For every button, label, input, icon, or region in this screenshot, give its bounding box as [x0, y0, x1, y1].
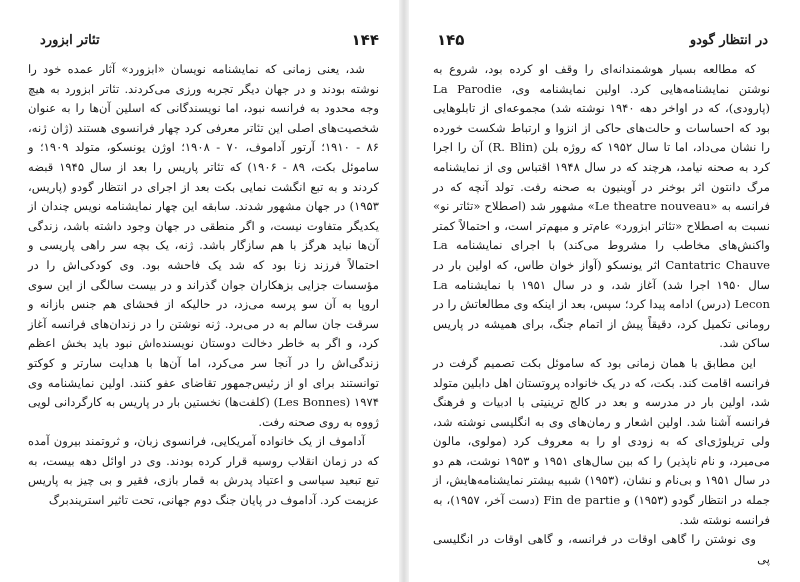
paragraph: شد، یعنی زمانی که نمایشنامه نویسان «ابزورد» آثار عمده خود را نوشته بودند و در جهان دیگر تجربه ورزی می‌کردند. تئاتر ابزورد به هیچ وجه محدود به فرانسه نبود، اما نویسندگانی که اسلین آن‌ها را به عنوان شخصیت‌های اصلی این تئاتر معرفی کرد چهار فرانسوی هستند (ژان ژنه، ۸۶ - ۱۹۱۰؛ آرتور آداموف، ۷۰ - ۱۹۰۸؛ اوژن یونسکو، متولد ۱۹۰۹؛ و ساموئل بکت، ۸۹ - ۱۹۰۶) که تئاتر پاریس را بعد از سال ۱۹۴۵ قبضه کردند و به تبع انگشت نمایی بکت بعد از اجرای در انتظار گودو (پاریس، ۱۹۵۳) در جهان مشهور شدند. سابقه این چهار نمایشنامه نویس چندان از یکدیگر متفاوت نیست، و اگر منطقی در جهان وجود داشته باشد، زندگی آن‌ها نباید هرگز با هم سازگار باشد. ژنه، یک بچه سر راهی پاریسی و احتمالاً فرزند زنا بود که شد یک فاحشه بود. وی کودکی‌اش را در مؤسسات جزایی بزهکاران جوان گذراند و در بیست سالگی از این سوی اروپا به آن سو پرسه می‌زد، در حالیکه از فحشای هم جنس بازانه و سرقت جان سالم به در می‌برد. ژنه نوشتن را در زندان‌های فرانسه آغاز کرد، و اگر به خاطر دخالت دوستان نویسنده‌اش نبود باید بخش اعظم زندگی‌اش را در آنجا سر می‌کرد، اما آن‌ها با هدایت سارتر و کوکتو توانستند برای او از رئیس‌جمهور تقاضای عفو کنند. اولین نمایشنامه وی ۱۹۷۴ (Les Bonnes) (کلفت‌ها) نخستین بار در پاریس به کارگردانی لویی ژووه به روی صحنه رفت.	[28, 62, 379, 429]
right-running-title: در انتظار گودو	[689, 32, 768, 48]
right-page-number: ۱۴۵	[437, 31, 465, 49]
left-page-body	[28, 60, 379, 574]
left-page-number: ۱۴۴	[351, 31, 379, 49]
left-page-header	[40, 28, 379, 52]
paragraph: وی نوشتن را گاهی اوقات در فرانسه، و گاهی اوقات در انگلیسی پی	[433, 532, 770, 566]
right-page	[409, 0, 800, 582]
left-running-title: تئاتر ابزورد	[40, 32, 100, 48]
right-page-body	[433, 60, 770, 574]
paragraph: این مطابق با همان زمانی بود که ساموئل بکت تصمیم گرفت در فرانسه اقامت کند. بکت، که در یک خانواده پروتستان اهل دابلین متولد شد، اولین بار در مدرسه و بعد در کالج ترینیتی با ادبیات و فرهنگ فرانسه آشنا شد. اولین اشعار و رمان‌های وی به انگلیسی نوشته شد، ولی تریلوژی‌ای که به زودی او را به معروف کرد (مولوی، مالون می‌میرد، و نام ناپذیر) را که بین سال‌های ۱۹۵۱ و ۱۹۵۳ نوشت، هم دو در سال ۱۹۵۱ و بی‌نام و نشان، (۱۹۵۳) شبیه بیشتر نمایشنامه‌هایش، از جمله در انتظار گودو (۱۹۵۳) و Fin de partie (دست آخر، ۱۹۵۷)، به فرانسه نوشته شد.	[433, 355, 770, 527]
book-gutter	[399, 0, 409, 582]
left-page	[0, 0, 399, 582]
paragraph: آداموف از یک خانواده آمریکایی، فرانسوی زبان، و ثروتمند بیرون آمده که در زمان انقلاب روسیه قرار کرده بودند. وی در اوائل دهه بیست، به تبع تبعید سیاسی و اعتیاد پدرش به قمار بازی، فقیر و بی چیز به پاریس عزیمت کرد. آداموف در پایان جنگ دوم جهانی، تحت تاثیر استریندبرگ	[28, 434, 379, 508]
paragraph: که مطالعه بسیار هوشمندانه‌ای را وقف او کرده بود، شروع به نوشتن نمایشنامه‌هایی کرد. اولین نمایشنامه وی، La Parodie (پارودی)، که در اواخر دهه ۱۹۴۰ نوشته شد) مجموعه‌ای از تابلوهایی بود که احساسات و حالت‌های حاکی از انزوا و ارتباط شکست خورده را نشان می‌داد، اما تا سال ۱۹۵۲ که روژه بلن (R. Blin) آن را اجرا کرد به صحنه نیامد، هرچند که در سال ۱۹۴۸ اقتباس وی از نمایشنامه مرگ دانتون اثر بوخنر در آوینیون به صحنه رفت. تولد آنچه که در فرانسه به «Le theatre nouveau» مشهور شد (اصطلاح «تئاتر نو» نسبت به اصطلاح «تئاتر ابزورد» عام‌تر و مبهم‌تر است، و احتمالاً کمتر واکنش‌های مخاطب را مشروط می‌کند) با اجرای نمایشنامه La Cantatric Chauve اثر یونسکو (آواز خوان طاس، که اولین بار در سال ۱۹۵۰ اجرا شد) آغاز شد، و در سال ۱۹۵۱ با نمایشنامه La Lecon (درس) ادامه پیدا کرد؛ سپس، بعد از اینکه وی مطالعاتش را در رومانی تکمیل کرد، دقیقاً پیش از اتمام جنگ، برای همیشه در پاریس ساکن شد.	[433, 62, 771, 351]
right-page-header	[437, 28, 768, 52]
